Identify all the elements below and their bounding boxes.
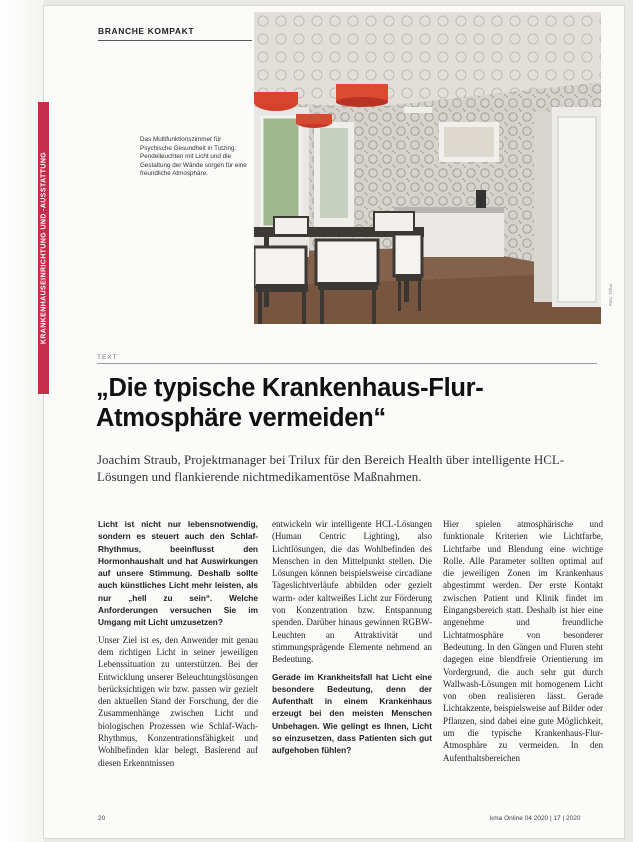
text-column-2 bbox=[272, 518, 432, 762]
interview-answer: Hier spielen atmosphärische und funktionale Kriterien wie Lichtfarbe, Lichtfarbe und Blendung eine wichtige Rolle. Alle Parameter sollten optimal auf die jeweiligen Zonen im Krankenhaus abgestimmt werden. Der erste Kontakt zwischen Patient und Klinik findet im Eingangsbereich statt. Deshalb ist hier eine angenehme und freundliche Lichtatmosphäre von besonderer Bedeutung. In den Gängen und Fluren steht dagegen eine blendfreie Orientierung im Vordergrund, die auch sehr gut durch Wallwash-Lösungen mit homogenem Licht von oben realisieren lässt. Gerade Lichtakzente, beispielsweise auf Bilder oder Pflanzen, sind dabei eine gute Möglichkeit, um die typische Krankenhaus-Flur-Atmosphäre zu vermeiden. In den Aufenthaltsbereichen bbox=[443, 519, 603, 763]
kicker-rule bbox=[97, 363, 597, 364]
interview-question: Licht ist nicht nur lebensnotwendig, sondern es steuert auch den Schlaf-Rhythmus, beeinflusst den Hormonhaushalt und hat Auswirkungen auf unsere Stimmung. Deshalb sollte auch künstliches Licht mehr leisten, als nur „hell zu sein“. Welche Anforderungen versuchen Sie im Umgang mit Licht umzusetzen? bbox=[98, 519, 258, 628]
interview-answer: entwickeln wir intelligente HCL-Lösungen (Human Centric Lighting), also Lichtlösungen, die das Wohlbefinden des Menschen in den Mittelpunkt stellen. Die Lösungen können beispielsweise circadiane Tageslichtverläufe abbilden oder gezielt warm- oder kaltweißes Licht zur Förderung von Konzentration bzw. Entspannung spenden. Darüber hinaus gewinnen RGBW-Leuchten an Attraktivität und stimmungsprägende Elemente nehmend an Bedeutung. bbox=[272, 519, 432, 665]
interview-question: Gerade im Krankheitsfall hat Licht eine besondere Bedeutung, denn der Aufenthalt in einem Krankenhaus erzeugt bei den meisten Menschen Unbehagen. Wie gelingt es Ihnen, Licht so einzusetzen, dass Patienten sich gut aufgehoben fühlen? bbox=[272, 671, 432, 756]
photo-caption: Das Multifunktionszimmer für Psychische Gesundheit in Tutzing: Pendelleuchten mit Licht und die Gestaltung der Wände sorgen für eine freundliche Atmosphäre. bbox=[140, 136, 247, 178]
headline: „Die typische Krankenhaus-Flur-Atmosphäre vermeiden“ bbox=[96, 374, 484, 432]
room-photo-illustration bbox=[254, 12, 601, 324]
room-photo bbox=[254, 12, 601, 324]
text-column-1 bbox=[98, 518, 258, 774]
side-category-label: KRANKENHAUSEINRICHTUNG UND -AUSSTATTUNG bbox=[40, 151, 47, 345]
photo-credit: Foto: Trilux bbox=[608, 283, 613, 306]
rubric-rule bbox=[98, 40, 252, 41]
lead-paragraph: Joachim Straub, Projektmanager bei Trilux für den Bereich Health über intelligente HCL-Lösungen und flankierende nichtmedikamentöse Maßnahmen. bbox=[97, 452, 565, 484]
page-number: 20 bbox=[98, 815, 106, 822]
issue-footer: kma Online 04 2020 | 17 | 2020 bbox=[490, 815, 581, 822]
text-column-3 bbox=[443, 518, 603, 769]
kicker: TEXT bbox=[97, 354, 118, 361]
section-rubric: BRANCHE KOMPAKT bbox=[98, 26, 195, 36]
interview-answer: Unser Ziel ist es, den Anwender mit genau dem richtigen Licht in seiner jeweiligen Lebenssituation zu unterstützen. Bei der Entwicklung unserer Beleuchtungslösungen berücksichtigen wir bzw. passen wir gezielt den aktuellen Stand der Forschung, der die Zusammenhänge zwischen Licht und biologischen Prozessen wie Schlaf-Wach-Rhythmus, Konzentrationsfähigkeit und Wohlbefinden klar belegt. Basierend auf diesen Erkenntnissen bbox=[98, 634, 258, 768]
